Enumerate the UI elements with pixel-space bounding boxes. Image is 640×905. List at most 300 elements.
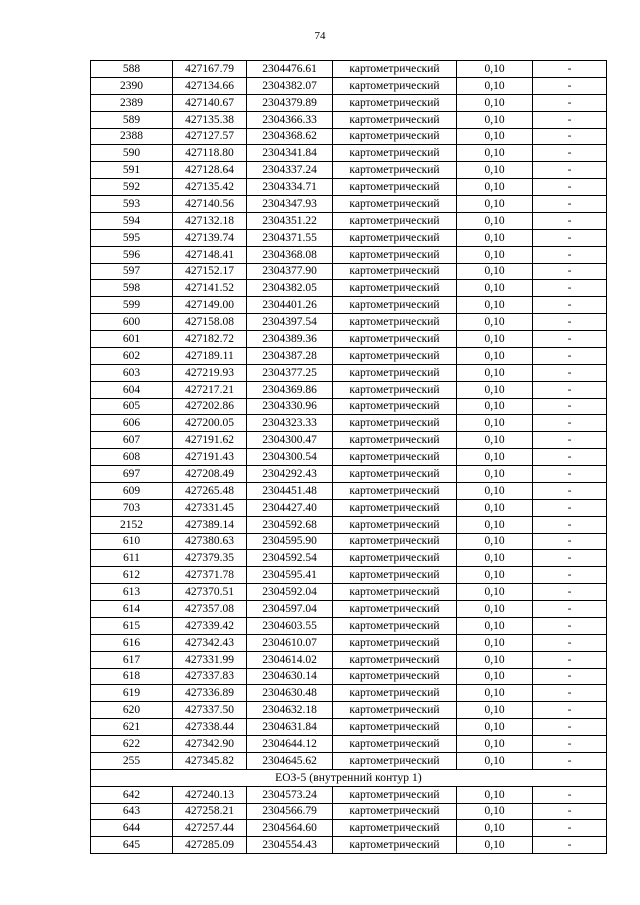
y-coordinate-cell: 2304476.61 [247,61,333,78]
point-number-cell: 588 [91,61,173,78]
x-coordinate-cell: 427331.99 [173,651,247,668]
y-coordinate-cell: 2304382.07 [247,77,333,94]
description-cell: - [533,533,607,550]
method-cell: картометрический [333,196,457,213]
x-coordinate-cell: 427389.14 [173,516,247,533]
table-row [91,77,607,94]
method-cell: картометрический [333,331,457,348]
description-cell: - [533,128,607,145]
x-coordinate-cell: 427338.44 [173,719,247,736]
y-coordinate-cell: 2304630.48 [247,685,333,702]
table-row [91,229,607,246]
accuracy-cell: 0,10 [457,786,533,803]
method-cell: картометрический [333,297,457,314]
table-row [91,567,607,584]
method-cell: картометрический [333,651,457,668]
accuracy-cell: 0,10 [457,145,533,162]
description-cell: - [533,331,607,348]
accuracy-cell: 0,10 [457,466,533,483]
method-cell: картометрический [333,179,457,196]
x-coordinate-cell: 427339.42 [173,617,247,634]
point-number-cell: 602 [91,347,173,364]
description-cell: - [533,482,607,499]
x-coordinate-cell: 427219.93 [173,364,247,381]
method-cell: картометрический [333,364,457,381]
table-row [91,280,607,297]
method-cell: картометрический [333,499,457,516]
y-coordinate-cell: 2304614.02 [247,651,333,668]
accuracy-cell: 0,10 [457,482,533,499]
point-number-cell: 600 [91,314,173,331]
method-cell: картометрический [333,516,457,533]
y-coordinate-cell: 2304334.71 [247,179,333,196]
accuracy-cell: 0,10 [457,584,533,601]
x-coordinate-cell: 427128.64 [173,162,247,179]
point-number-cell: 620 [91,702,173,719]
y-coordinate-cell: 2304592.54 [247,550,333,567]
table-row [91,212,607,229]
table-row [91,668,607,685]
description-cell: - [533,499,607,516]
accuracy-cell: 0,10 [457,128,533,145]
description-cell: - [533,196,607,213]
y-coordinate-cell: 2304389.36 [247,331,333,348]
table-row [91,719,607,736]
x-coordinate-cell: 427132.18 [173,212,247,229]
y-coordinate-cell: 2304330.96 [247,398,333,415]
x-coordinate-cell: 427202.86 [173,398,247,415]
y-coordinate-cell: 2304592.68 [247,516,333,533]
description-cell: - [533,111,607,128]
table-row [91,550,607,567]
method-cell: картометрический [333,381,457,398]
y-coordinate-cell: 2304368.08 [247,246,333,263]
method-cell: картометрический [333,702,457,719]
table-row [91,314,607,331]
x-coordinate-cell: 427135.42 [173,179,247,196]
accuracy-cell: 0,10 [457,314,533,331]
accuracy-cell: 0,10 [457,837,533,854]
point-number-cell: 611 [91,550,173,567]
x-coordinate-cell: 427342.90 [173,736,247,753]
table-row [91,415,607,432]
point-number-cell: 2389 [91,94,173,111]
point-number-cell: 608 [91,449,173,466]
x-coordinate-cell: 427337.50 [173,702,247,719]
description-cell: - [533,820,607,837]
accuracy-cell: 0,10 [457,280,533,297]
x-coordinate-cell: 427370.51 [173,584,247,601]
accuracy-cell: 0,10 [457,668,533,685]
y-coordinate-cell: 2304603.55 [247,617,333,634]
section-title: ЕОЗ-5 (внутренний контур 1) [91,769,607,786]
y-coordinate-cell: 2304595.41 [247,567,333,584]
y-coordinate-cell: 2304564.60 [247,820,333,837]
point-number-cell: 645 [91,837,173,854]
accuracy-cell: 0,10 [457,719,533,736]
x-coordinate-cell: 427189.11 [173,347,247,364]
table-row [91,297,607,314]
method-cell: картометрический [333,145,457,162]
y-coordinate-cell: 2304573.24 [247,786,333,803]
accuracy-cell: 0,10 [457,567,533,584]
y-coordinate-cell: 2304631.84 [247,719,333,736]
accuracy-cell: 0,10 [457,297,533,314]
accuracy-cell: 0,10 [457,347,533,364]
accuracy-cell: 0,10 [457,617,533,634]
x-coordinate-cell: 427345.82 [173,752,247,769]
description-cell: - [533,280,607,297]
x-coordinate-cell: 427379.35 [173,550,247,567]
point-number-cell: 604 [91,381,173,398]
accuracy-cell: 0,10 [457,702,533,719]
point-number-cell: 596 [91,246,173,263]
table-row [91,347,607,364]
description-cell: - [533,229,607,246]
table-row [91,634,607,651]
table-row [91,601,607,618]
point-number-cell: 2388 [91,128,173,145]
y-coordinate-cell: 2304645.62 [247,752,333,769]
description-cell: - [533,803,607,820]
y-coordinate-cell: 2304300.47 [247,432,333,449]
description-cell: - [533,297,607,314]
x-coordinate-cell: 427240.13 [173,786,247,803]
table-row [91,381,607,398]
y-coordinate-cell: 2304369.86 [247,381,333,398]
description-cell: - [533,398,607,415]
table-row [91,499,607,516]
table-row [91,752,607,769]
y-coordinate-cell: 2304377.90 [247,263,333,280]
accuracy-cell: 0,10 [457,111,533,128]
accuracy-cell: 0,10 [457,381,533,398]
point-number-cell: 255 [91,752,173,769]
point-number-cell: 609 [91,482,173,499]
point-number-cell: 615 [91,617,173,634]
point-number-cell: 644 [91,820,173,837]
point-number-cell: 610 [91,533,173,550]
y-coordinate-cell: 2304366.33 [247,111,333,128]
accuracy-cell: 0,10 [457,634,533,651]
y-coordinate-cell: 2304427.40 [247,499,333,516]
accuracy-cell: 0,10 [457,196,533,213]
method-cell: картометрический [333,601,457,618]
table-row [91,617,607,634]
method-cell: картометрический [333,77,457,94]
table-row [91,651,607,668]
y-coordinate-cell: 2304341.84 [247,145,333,162]
method-cell: картометрический [333,229,457,246]
method-cell: картометрический [333,820,457,837]
x-coordinate-cell: 427337.83 [173,668,247,685]
point-number-cell: 697 [91,466,173,483]
accuracy-cell: 0,10 [457,398,533,415]
y-coordinate-cell: 2304554.43 [247,837,333,854]
point-number-cell: 607 [91,432,173,449]
description-cell: - [533,263,607,280]
method-cell: картометрический [333,263,457,280]
point-number-cell: 591 [91,162,173,179]
point-number-cell: 595 [91,229,173,246]
accuracy-cell: 0,10 [457,77,533,94]
point-number-cell: 614 [91,601,173,618]
method-cell: картометрический [333,617,457,634]
point-number-cell: 612 [91,567,173,584]
point-number-cell: 616 [91,634,173,651]
x-coordinate-cell: 427182.72 [173,331,247,348]
description-cell: - [533,702,607,719]
method-cell: картометрический [333,246,457,263]
table-row [91,94,607,111]
section-header-row [91,769,607,786]
x-coordinate-cell: 427265.48 [173,482,247,499]
description-cell: - [533,736,607,753]
y-coordinate-cell: 2304377.25 [247,364,333,381]
y-coordinate-cell: 2304323.33 [247,415,333,432]
point-number-cell: 643 [91,803,173,820]
y-coordinate-cell: 2304592.04 [247,584,333,601]
y-coordinate-cell: 2304644.12 [247,736,333,753]
description-cell: - [533,449,607,466]
description-cell: - [533,668,607,685]
y-coordinate-cell: 2304292.43 [247,466,333,483]
table-row [91,196,607,213]
y-coordinate-cell: 2304379.89 [247,94,333,111]
x-coordinate-cell: 427158.08 [173,314,247,331]
point-number-cell: 619 [91,685,173,702]
method-cell: картометрический [333,584,457,601]
table-row [91,786,607,803]
x-coordinate-cell: 427200.05 [173,415,247,432]
x-coordinate-cell: 427148.41 [173,246,247,263]
y-coordinate-cell: 2304300.54 [247,449,333,466]
y-coordinate-cell: 2304387.28 [247,347,333,364]
accuracy-cell: 0,10 [457,432,533,449]
point-number-cell: 617 [91,651,173,668]
description-cell: - [533,617,607,634]
table-row [91,702,607,719]
x-coordinate-cell: 427152.17 [173,263,247,280]
description-cell: - [533,94,607,111]
x-coordinate-cell: 427141.52 [173,280,247,297]
table-row [91,584,607,601]
method-cell: картометрический [333,466,457,483]
point-number-cell: 618 [91,668,173,685]
method-cell: картометрический [333,550,457,567]
accuracy-cell: 0,10 [457,499,533,516]
method-cell: картометрический [333,347,457,364]
table-row [91,364,607,381]
table-row [91,803,607,820]
method-cell: картометрический [333,634,457,651]
y-coordinate-cell: 2304368.62 [247,128,333,145]
x-coordinate-cell: 427149.00 [173,297,247,314]
method-cell: картометрический [333,398,457,415]
y-coordinate-cell: 2304397.54 [247,314,333,331]
point-number-cell: 613 [91,584,173,601]
accuracy-cell: 0,10 [457,179,533,196]
accuracy-cell: 0,10 [457,550,533,567]
description-cell: - [533,634,607,651]
x-coordinate-cell: 427285.09 [173,837,247,854]
table-row [91,263,607,280]
table-row [91,533,607,550]
x-coordinate-cell: 427371.78 [173,567,247,584]
accuracy-cell: 0,10 [457,803,533,820]
point-number-cell: 603 [91,364,173,381]
x-coordinate-cell: 427258.21 [173,803,247,820]
description-cell: - [533,212,607,229]
method-cell: картометрический [333,533,457,550]
method-cell: картометрический [333,212,457,229]
accuracy-cell: 0,10 [457,162,533,179]
point-number-cell: 592 [91,179,173,196]
x-coordinate-cell: 427208.49 [173,466,247,483]
x-coordinate-cell: 427342.43 [173,634,247,651]
accuracy-cell: 0,10 [457,651,533,668]
method-cell: картометрический [333,61,457,78]
y-coordinate-cell: 2304382.05 [247,280,333,297]
description-cell: - [533,567,607,584]
page-number: 74 [314,30,326,42]
accuracy-cell: 0,10 [457,246,533,263]
x-coordinate-cell: 427380.63 [173,533,247,550]
description-cell: - [533,601,607,618]
point-number-cell: 593 [91,196,173,213]
accuracy-cell: 0,10 [457,415,533,432]
accuracy-cell: 0,10 [457,263,533,280]
description-cell: - [533,550,607,567]
accuracy-cell: 0,10 [457,752,533,769]
method-cell: картометрический [333,449,457,466]
method-cell: картометрический [333,786,457,803]
method-cell: картометрический [333,280,457,297]
point-number-cell: 605 [91,398,173,415]
description-cell: - [533,77,607,94]
table-row [91,449,607,466]
method-cell: картометрический [333,567,457,584]
accuracy-cell: 0,10 [457,533,533,550]
x-coordinate-cell: 427217.21 [173,381,247,398]
table-row [91,179,607,196]
description-cell: - [533,466,607,483]
table-row [91,685,607,702]
method-cell: картометрический [333,719,457,736]
method-cell: картометрический [333,162,457,179]
point-number-cell: 622 [91,736,173,753]
x-coordinate-cell: 427140.67 [173,94,247,111]
description-cell: - [533,837,607,854]
method-cell: картометрический [333,94,457,111]
method-cell: картометрический [333,314,457,331]
method-cell: картометрический [333,752,457,769]
point-number-cell: 599 [91,297,173,314]
point-number-cell: 2390 [91,77,173,94]
accuracy-cell: 0,10 [457,94,533,111]
y-coordinate-cell: 2304610.07 [247,634,333,651]
description-cell: - [533,719,607,736]
y-coordinate-cell: 2304347.93 [247,196,333,213]
point-number-cell: 703 [91,499,173,516]
point-number-cell: 642 [91,786,173,803]
description-cell: - [533,61,607,78]
method-cell: картометрический [333,111,457,128]
method-cell: картометрический [333,482,457,499]
description-cell: - [533,145,607,162]
description-cell: - [533,364,607,381]
table-row [91,466,607,483]
x-coordinate-cell: 427191.43 [173,449,247,466]
point-number-cell: 606 [91,415,173,432]
x-coordinate-cell: 427191.62 [173,432,247,449]
accuracy-cell: 0,10 [457,601,533,618]
x-coordinate-cell: 427336.89 [173,685,247,702]
method-cell: картометрический [333,128,457,145]
table-row [91,331,607,348]
accuracy-cell: 0,10 [457,331,533,348]
description-cell: - [533,162,607,179]
method-cell: картометрический [333,837,457,854]
accuracy-cell: 0,10 [457,61,533,78]
table-row [91,145,607,162]
table-row [91,482,607,499]
point-number-cell: 601 [91,331,173,348]
accuracy-cell: 0,10 [457,820,533,837]
table-row [91,736,607,753]
accuracy-cell: 0,10 [457,212,533,229]
method-cell: картометрический [333,432,457,449]
table-row [91,837,607,854]
accuracy-cell: 0,10 [457,364,533,381]
table-row [91,398,607,415]
point-number-cell: 2152 [91,516,173,533]
y-coordinate-cell: 2304337.24 [247,162,333,179]
description-cell: - [533,752,607,769]
table-row [91,162,607,179]
y-coordinate-cell: 2304632.18 [247,702,333,719]
description-cell: - [533,246,607,263]
description-cell: - [533,685,607,702]
table-row [91,128,607,145]
y-coordinate-cell: 2304566.79 [247,803,333,820]
description-cell: - [533,584,607,601]
x-coordinate-cell: 427135.38 [173,111,247,128]
point-number-cell: 598 [91,280,173,297]
table-row [91,61,607,78]
method-cell: картометрический [333,415,457,432]
y-coordinate-cell: 2304451.48 [247,482,333,499]
point-number-cell: 621 [91,719,173,736]
y-coordinate-cell: 2304595.90 [247,533,333,550]
description-cell: - [533,786,607,803]
x-coordinate-cell: 427118.80 [173,145,247,162]
x-coordinate-cell: 427167.79 [173,61,247,78]
x-coordinate-cell: 427357.08 [173,601,247,618]
x-coordinate-cell: 427127.57 [173,128,247,145]
accuracy-cell: 0,10 [457,736,533,753]
accuracy-cell: 0,10 [457,449,533,466]
description-cell: - [533,381,607,398]
x-coordinate-cell: 427331.45 [173,499,247,516]
y-coordinate-cell: 2304371.55 [247,229,333,246]
x-coordinate-cell: 427140.56 [173,196,247,213]
table-row [91,111,607,128]
x-coordinate-cell: 427134.66 [173,77,247,94]
coordinates-table [90,60,607,854]
description-cell: - [533,179,607,196]
table-row [91,246,607,263]
